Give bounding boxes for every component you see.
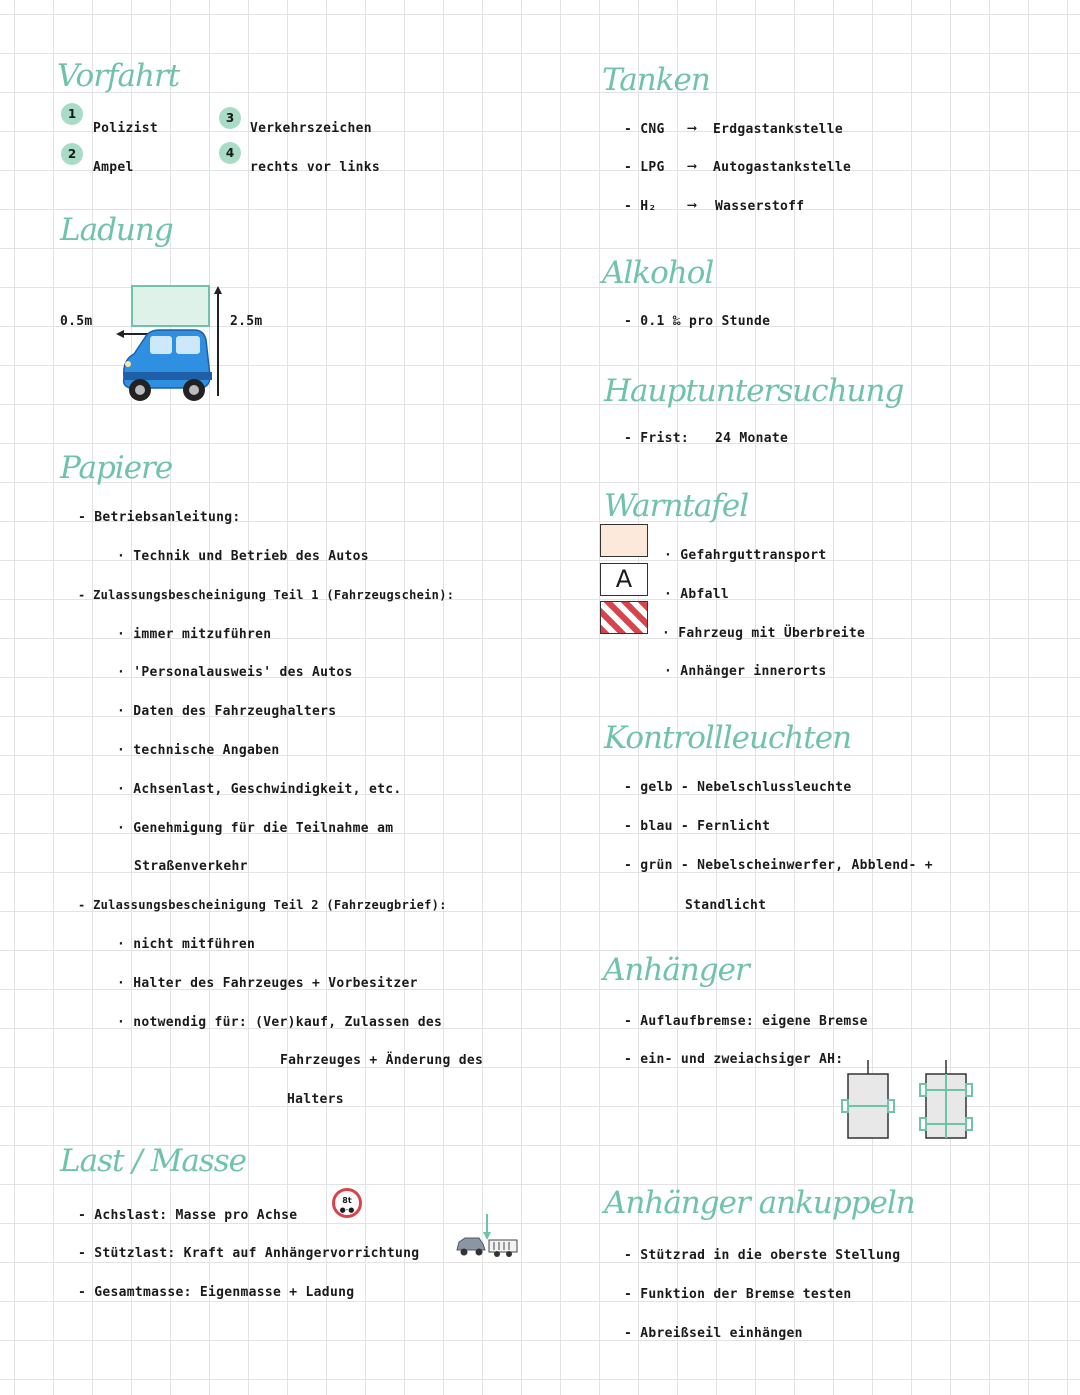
papiere-line-11: - Zulassungsbescheinigung Teil 2 (Fahrzeugbrief): xyxy=(78,898,447,912)
kontroll-line-4: Standlicht xyxy=(685,898,767,913)
hu-label: - Frist: xyxy=(624,431,689,446)
hu-value: 24 Monate xyxy=(715,431,789,446)
last-line-1: - Achslast: Masse pro Achse xyxy=(78,1208,297,1223)
warntafel-line-1: · Gefahrguttransport xyxy=(664,548,827,563)
badge-3: 3 xyxy=(219,107,241,129)
cargo-box xyxy=(132,286,209,326)
heading-vorfahrt: Vorfahrt xyxy=(57,58,180,94)
papiere-line-12: · nicht mitführen xyxy=(117,937,255,952)
heading-anhaenger: Anhänger xyxy=(603,952,749,988)
warn-sign-orange xyxy=(600,524,648,557)
tanken-fuel-1: - CNG xyxy=(624,122,665,137)
heading-alkohol: Alkohol xyxy=(602,255,714,291)
ankuppeln-line-3: - Abreißseil einhängen xyxy=(624,1326,803,1341)
heading-tanken: Tanken xyxy=(602,62,710,98)
vorfahrt-item-3: Verkehrszeichen xyxy=(250,121,372,136)
badge-2: 2 xyxy=(61,143,83,165)
heading-warntafel: Warntafel xyxy=(604,488,749,524)
ladung-height-label: 2.5m xyxy=(230,314,263,329)
car-trailer-icon xyxy=(455,1212,519,1260)
kontroll-line-3: - grün - Nebelscheinwerfer, Abblend- + xyxy=(624,858,933,873)
tanken-station-3: Wasserstoff xyxy=(715,199,805,214)
badge-4: 4 xyxy=(219,142,241,164)
papiere-line-10: Straßenverkehr xyxy=(134,859,248,874)
papiere-line-2: · Technik und Betrieb des Autos xyxy=(117,549,369,564)
heading-hauptuntersuchung: Hauptuntersuchung xyxy=(604,373,904,409)
alkohol-line: - 0.1 ‰ pro Stunde xyxy=(624,314,770,329)
papiere-line-6: · Daten des Fahrzeughalters xyxy=(117,704,336,719)
papiere-line-5: · 'Personalausweis' des Autos xyxy=(117,665,353,680)
car-icon xyxy=(124,330,212,401)
anhaenger-line-2: - ein- und zweiachsiger AH: xyxy=(624,1052,843,1067)
ladung-width-label: 0.5m xyxy=(60,314,93,329)
anhaenger-line-1: - Auflaufbremse: eigene Bremse xyxy=(624,1014,868,1029)
ankuppeln-line-2: - Funktion der Bremse testen xyxy=(624,1287,852,1302)
ankuppeln-line-1: - Stützrad in die oberste Stellung xyxy=(624,1248,900,1263)
kontroll-line-2: - blau - Fernlicht xyxy=(624,819,770,834)
tanken-station-2: Autogastankstelle xyxy=(713,160,852,175)
tanken-fuel-3: - H₂ xyxy=(624,199,657,214)
warntafel-line-4: · Anhänger innerorts xyxy=(664,664,827,679)
papiere-line-4: · immer mitzuführen xyxy=(117,627,271,642)
heading-papiere: Papiere xyxy=(60,450,173,486)
heading-anhaenger-ankuppeln: Anhänger ankuppeln xyxy=(604,1185,915,1221)
papiere-line-15: Fahrzeuges + Änderung des xyxy=(280,1053,484,1068)
papiere-line-7: · technische Angaben xyxy=(117,743,280,758)
papiere-line-3: - Zulassungsbescheinigung Teil 1 (Fahrzeugschein): xyxy=(78,588,454,602)
axle-load-sign-text: 8t xyxy=(342,1196,352,1205)
tanken-station-1: Erdgastankstelle xyxy=(713,122,844,137)
single-axle-trailer-icon xyxy=(840,1060,900,1144)
papiere-line-14: · notwendig für: (Ver)kauf, Zulassen des xyxy=(117,1015,442,1030)
papiere-line-16: Halters xyxy=(287,1092,344,1107)
tanken-arrow-2: ⟶ xyxy=(688,159,697,174)
tanken-arrow-1: ⟶ xyxy=(688,121,697,136)
badge-1: 1 xyxy=(61,103,83,125)
heading-kontrollleuchten: Kontrollleuchten xyxy=(604,720,852,756)
heading-last-masse: Last / Masse xyxy=(60,1143,246,1179)
ladung-diagram xyxy=(110,280,230,410)
warntafel-line-2: · Abfall xyxy=(664,587,729,602)
kontroll-line-1: - gelb - Nebelschlussleuchte xyxy=(624,780,852,795)
tanken-fuel-2: - LPG xyxy=(624,160,665,175)
tanken-arrow-3: ⟶ xyxy=(688,198,697,213)
papiere-line-9: · Genehmigung für die Teilnahme am xyxy=(117,821,393,836)
papiere-line-13: · Halter des Fahrzeuges + Vorbesitzer xyxy=(117,976,418,991)
heading-ladung: Ladung xyxy=(60,212,173,248)
warntafel-line-3: · Fahrzeug mit Überbreite xyxy=(662,626,865,641)
vorfahrt-item-1: Polizist xyxy=(93,121,159,136)
last-line-3: - Gesamtmasse: Eigenmasse + Ladung xyxy=(78,1285,354,1300)
vorfahrt-item-2: Ampel xyxy=(93,160,134,175)
papiere-line-1: - Betriebsanleitung: xyxy=(78,510,241,525)
axle-load-sign-icon: 8t ●-● xyxy=(332,1188,362,1218)
last-line-2: - Stützlast: Kraft auf Anhängervorrichtung xyxy=(78,1246,419,1261)
papiere-line-8: · Achsenlast, Geschwindigkeit, etc. xyxy=(117,782,401,797)
double-axle-trailer-icon xyxy=(918,1060,978,1144)
warn-sign-striped xyxy=(600,601,648,634)
warn-sign-waste: A xyxy=(600,563,648,596)
vorfahrt-item-4: rechts vor links xyxy=(250,160,381,175)
